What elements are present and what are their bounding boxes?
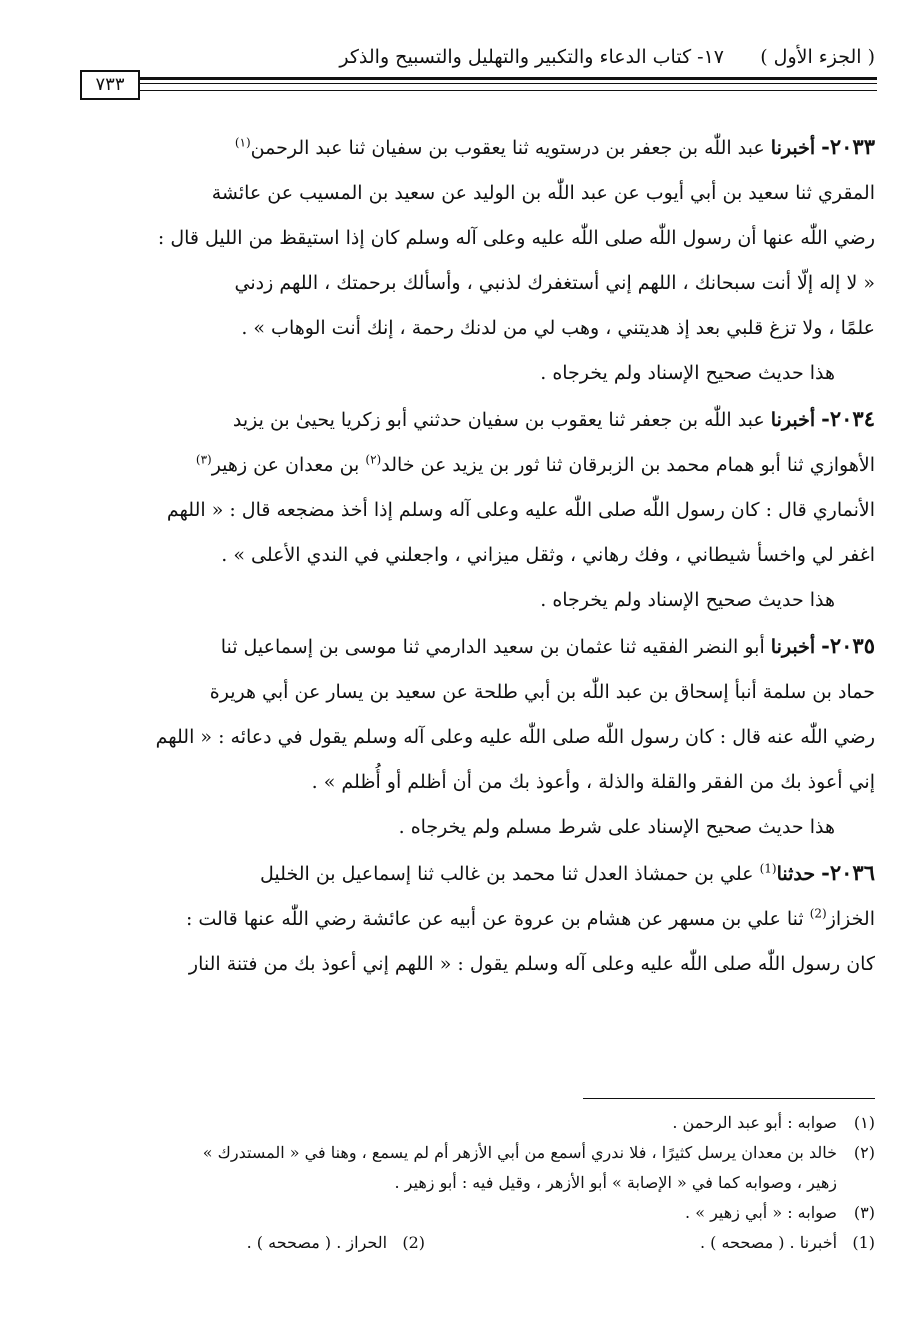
hadith-number: ٢٠٣٦-	[821, 860, 875, 885]
hadith-verdict: هذا حديث صحيح الإسناد على شرط مسلم ولم يخرجاه .	[398, 816, 835, 838]
hadith-line: الأنماري قال : كان رسول اللّٰه صلى اللّٰه عليه وعلى آله وسلم إذا أخذ مضجعه قال : « اللهم	[166, 499, 875, 521]
header-rule	[138, 90, 877, 91]
hadith-line: علمًا ، ولا تزغ قلبي بعد إذ هديتني ، وهب لي من لدنك رحمة ، إنك أنت الوهاب » .	[241, 317, 875, 339]
footnote	[46, 1138, 875, 1168]
hadith-line: بن معدان عن زهير	[211, 454, 360, 476]
footnote-text: خالد بن معدان يرسل كثيرًا ، فلا ندري أسمع من أبي الأزهر أم لم يسمع ، وهنا في « المستدرك »	[202, 1143, 837, 1162]
hadith-line: علي بن حمشاذ العدل ثنا محمد بن غالب ثنا إسماعيل بن الخليل	[260, 863, 754, 885]
footnotes	[46, 1108, 875, 1258]
hadith-lead: حدثنا	[776, 863, 816, 885]
hadith-lead: أخبرنا	[770, 409, 816, 431]
hadith-number: ٢٠٣٣-	[821, 134, 875, 159]
hadith-line: ثنا علي بن مسهر عن هشام بن عروة عن أبيه عن عائشة رضي اللّٰه عنها قالت :	[185, 908, 804, 930]
hadith-2033	[46, 124, 875, 351]
footnote	[46, 1198, 875, 1228]
hadith-lead: أخبرنا	[770, 137, 816, 159]
hadith-line: الخزاز	[826, 908, 875, 930]
hadith-line: عبد اللّٰه بن جعفر ثنا يعقوب بن سفيان حدثني أبو زكريا يحيىٰ بن يزيد	[232, 409, 765, 431]
header-rule	[138, 77, 877, 80]
hadith-number: ٢٠٣٥-	[821, 633, 875, 658]
hadith-line: الأهوازي ثنا أبو همام محمد بن الزبرقان ثنا ثور بن يزيد عن خالد	[381, 454, 875, 476]
hadith-line: حماد بن سلمة أنبأ إسحاق بن عبد اللّٰه بن أبي طلحة عن سعيد بن يسار عن أبي هريرة	[209, 681, 875, 703]
editor-note-number: (1)	[852, 1233, 875, 1252]
hadith-line: كان رسول اللّٰه صلى اللّٰه عليه وعلى آله وسلم يقول : « اللهم إني أعوذ بك من فتنة النار	[188, 953, 875, 975]
editor-note	[247, 1228, 425, 1258]
hadith-2036	[46, 850, 875, 987]
editor-note-number: (2)	[402, 1233, 425, 1252]
footnote-text: صوابه : أبو عبد الرحمن .	[672, 1113, 837, 1132]
footnote-number: (٣)	[853, 1203, 875, 1222]
editor-note-text: الحراز . ( مصححه ) .	[246, 1233, 388, 1252]
hadith-number: ٢٠٣٤-	[821, 406, 875, 431]
editor-note	[700, 1228, 875, 1258]
hadith-line: أبو النضر الفقيه ثنا عثمان بن سعيد الدارمي ثنا موسى بن إسماعيل ثنا	[220, 636, 765, 658]
note-ref: (٣)	[195, 452, 212, 467]
footnote-text: صوابه : « أبي زهير » .	[685, 1203, 837, 1222]
hadith-line: « لا إله إلّا أنت سبحانك ، اللهم إني أستغفرك لذنبي ، وأسألك برحمتك ، اللهم زدني	[234, 272, 875, 294]
header-rule	[138, 83, 877, 84]
hadith-verdict: هذا حديث صحيح الإسناد ولم يخرجاه .	[540, 589, 835, 611]
footnote-rule	[583, 1098, 875, 1099]
hadith-line: رضي اللّٰه عنها أن رسول اللّٰه صلى اللّٰه عليه وعلى آله وسلم كان إذا استيقظ من الليل قال :	[157, 227, 875, 249]
hadith-2034	[46, 396, 875, 578]
footnote-continuation: زهير ، وصوابه كما في « الإصابة » أبو الأزهر ، وقيل فيه : أبو زهير .	[394, 1173, 837, 1192]
note-ref: (١)	[234, 135, 251, 150]
editor-notes	[46, 1228, 875, 1258]
note-ref: (2)	[809, 906, 827, 921]
hadith-verdict: هذا حديث صحيح الإسناد ولم يخرجاه .	[540, 362, 835, 384]
note-ref: (٢)	[365, 452, 382, 467]
note-ref: (1)	[759, 861, 777, 876]
book-title: ١٧- كتاب الدعاء والتكبير والتهليل والتسبيح والذكر	[339, 46, 724, 68]
page-number: ٧٣٣	[80, 70, 140, 100]
running-header	[78, 42, 879, 76]
hadith-line: إني أعوذ بك من الفقر والقلة والذلة ، وأعوذ بك من أن أظلم أو أُظلم » .	[311, 771, 875, 793]
footnote-number: (١)	[853, 1113, 875, 1132]
hadith-lead: أخبرنا	[770, 636, 816, 658]
footnote-number: (٢)	[853, 1143, 875, 1162]
hadith-2035	[46, 623, 875, 805]
hadith-line: اغفر لي واخسأ شيطاني ، وفك رهاني ، وثقل ميزاني ، واجعلني في الندي الأعلى » .	[221, 544, 875, 566]
volume-label: ( الجزء الأول )	[760, 46, 875, 68]
footnote	[46, 1108, 875, 1138]
editor-note-text: أخبرنا . ( مصححه ) .	[699, 1233, 838, 1252]
hadith-line: المقري ثنا سعيد بن أبي أيوب عن عبد اللّٰه بن الوليد عن سعيد بن المسيب عن عائشة	[211, 182, 875, 204]
hadith-line: عبد اللّٰه بن جعفر بن درستويه ثنا يعقوب بن سفيان ثنا عبد الرحمن	[250, 137, 765, 159]
page-body	[46, 124, 875, 987]
hadith-line: رضي اللّٰه عنه قال : كان رسول اللّٰه صلى اللّٰه عليه وعلى آله وسلم يقول في دعائه : « اللهم	[155, 726, 875, 748]
